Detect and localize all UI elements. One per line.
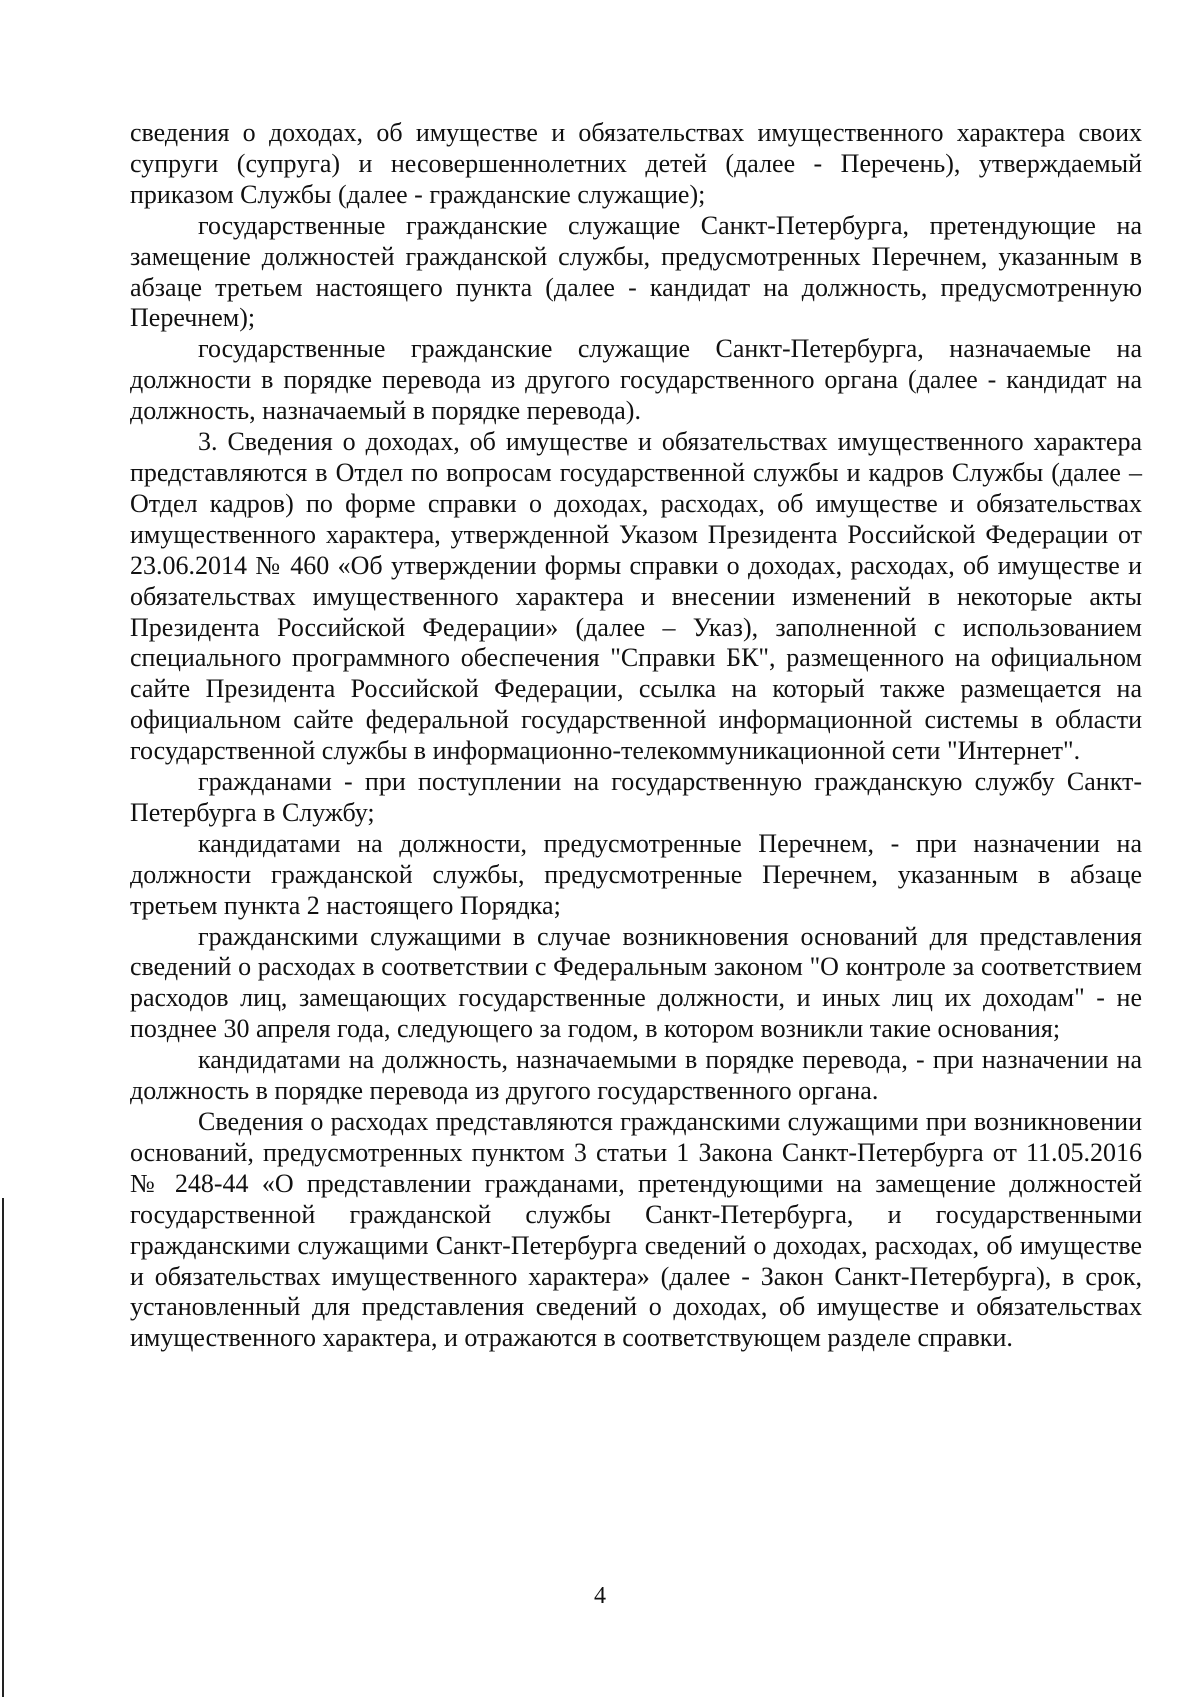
page-number: 4 bbox=[594, 1583, 606, 1609]
paragraph-7: гражданскими служащими в случае возникновения оснований для представления сведений о расходах в соответствии с Федеральным законом "О контроле за соответствием расходов лиц, замещающих государственные должности, и иных лиц их доходам" - не позднее 30 апреля года, следующего за годом, в котором возникли такие основания; bbox=[130, 921, 1142, 1044]
paragraph-4: 3. Сведения о доходах, об имуществе и обязательствах имущественного характера представляются в Отдел по вопросам государственной службы и кадров Службы (далее – Отдел кадров) по форме справки о доходах, расходах, об имуществе и обязательствах имущественного характера, утвержденной Указом Президента Российской Федерации от 23.06.2014 № 460 «Об утверждении формы справки о доходах, расходах, об имуществе и обязательствах имущественного характера и внесении изменений в некоторые акты Президента Российской Федерации» (далее – Указ), заполненной с использованием специального программного обеспечения "Справки БК", размещенного на официальном сайте Президента Российской Федерации, ссылка на который также размещается на официальном сайте федеральной государственной информационной системы в области государственной службы в информационно-телекоммуникационной сети "Интернет". bbox=[130, 427, 1142, 766]
document-body bbox=[130, 118, 1142, 1354]
paragraph-6: кандидатами на должности, предусмотренные Перечнем, - при назначении на должности гражданской службы, предусмотренные Перечнем, указанным в абзаце третьем пункта 2 настоящего Порядка; bbox=[130, 828, 1142, 920]
scan-edge-line bbox=[2, 1198, 4, 1697]
paragraph-2: государственные гражданские служащие Санкт-Петербурга, претендующие на замещение должностей гражданской службы, предусмотренных Перечнем, указанным в абзаце третьем настоящего пункта (далее - кандидат на должность, предусмотренную Перечнем); bbox=[130, 210, 1142, 333]
paragraph-1: сведения о доходах, об имуществе и обязательствах имущественного характера своих супруги (супруга) и несовершеннолетних детей (далее - Перечень), утверждаемый приказом Службы (далее - гражданские служащие); bbox=[130, 118, 1142, 209]
paragraph-5: гражданами - при поступлении на государственную гражданскую службу Санкт-Петербурга в Службу; bbox=[130, 767, 1142, 827]
paragraph-8: кандидатами на должность, назначаемыми в порядке перевода, - при назначении на должность в порядке перевода из другого государственного органа. bbox=[130, 1045, 1142, 1106]
paragraph-9: Сведения о расходах представляются гражданскими служащими при возникновении оснований, предусмотренных пунктом 3 статьи 1 Закона Санкт-Петербурга от 11.05.2016 № 248-44 «О представлении гражданами, претендующими на замещение должностей государственной гражданской службы Санкт-Петербурга, и государственными гражданскими служащими Санкт-Петербурга сведений о доходах, расходах, об имуществе и обязательствах имущественного характера» (далее - Закон Санкт-Петербурга), в срок, установленный для представления сведений о доходах, об имуществе и обязательствах имущественного характера, и отражаются в соответствующем разделе справки. bbox=[130, 1107, 1142, 1353]
paragraph-3: государственные гражданские служащие Санкт-Петербурга, назначаемые на должности в порядке перевода из другого государственного органа (далее - кандидат на должность, назначаемый в порядке перевода). bbox=[130, 334, 1142, 426]
